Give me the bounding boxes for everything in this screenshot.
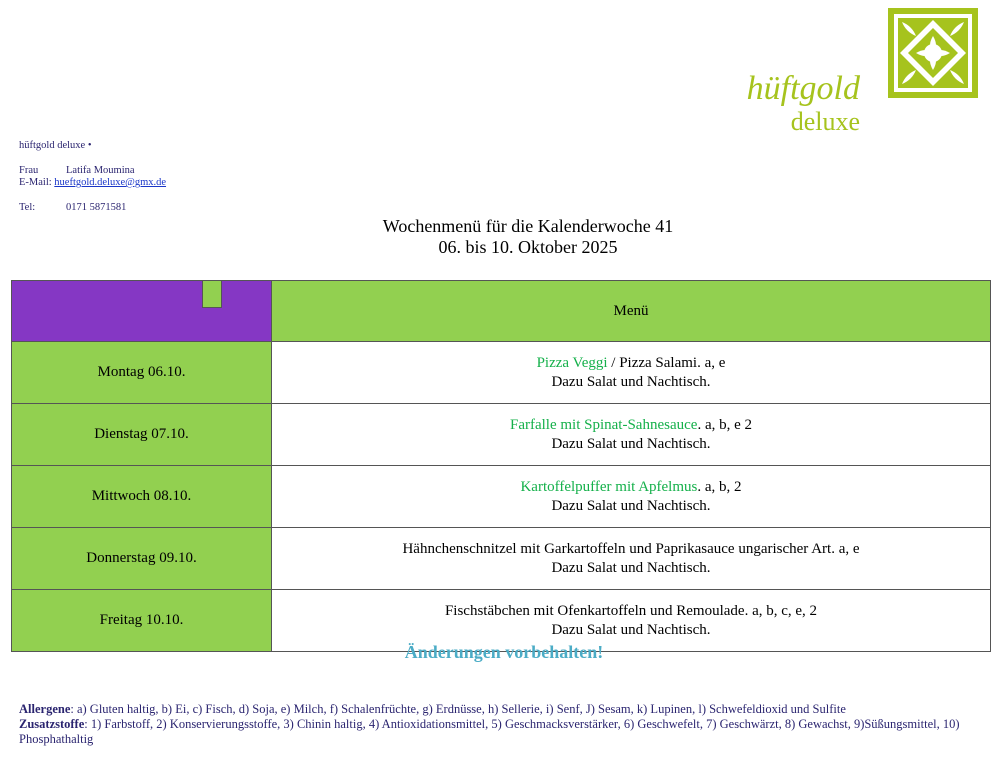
person-row [19, 165, 166, 178]
table-row [12, 528, 991, 590]
header-day-cell [12, 281, 272, 342]
brand [747, 70, 860, 136]
dish-text: / Pizza Salami. a, e [607, 355, 726, 371]
dish-text: . a, b, e 2 [697, 417, 753, 433]
day-cell: Dienstag 07.10. [12, 404, 272, 466]
allergens-text: : a) Gluten haltig, b) Ei, c) Fisch, d) Soja, e) Milch, f) Schalenfrüchte, g) Erdnüsse, h) Sellerie, i) Senf, J) Sesam, k) Lupinen, l) Schwefeldioxid und Sulfite [70, 702, 846, 716]
day-cell: Montag 06.10. [12, 342, 272, 404]
email-link[interactable]: hueftgold.deluxe@gmx.de [54, 177, 167, 188]
tel-row [19, 202, 166, 215]
dish-highlight: Kartoffelpuffer mit Apfelmus [520, 479, 698, 495]
allergens-line [19, 702, 979, 717]
side-text: Dazu Salat und Nachtisch. [551, 436, 711, 452]
email-row [19, 177, 166, 190]
dish-text: Fischstäbchen mit Ofenkartoffeln und Remoulade. a, b, c, e, 2 [444, 603, 818, 619]
day-cell: Donnerstag 09.10. [12, 528, 272, 590]
table-row [12, 342, 991, 404]
tel-number: 0171 5871581 [66, 201, 127, 213]
salutation-label: Frau [19, 164, 39, 176]
side-text: Dazu Salat und Nachtisch. [551, 498, 711, 514]
additives-label: Zusatzstoffe [19, 717, 85, 731]
table-row [12, 466, 991, 528]
header-menu-cell: Menü [272, 281, 991, 342]
table-header-row [12, 281, 991, 342]
dish-cell [272, 342, 991, 404]
dish-highlight: Pizza Veggi [536, 355, 608, 371]
title-line-1: Wochenmenü für die Kalenderwoche 41 [382, 216, 674, 236]
page-title [0, 216, 1000, 258]
brand-sub: deluxe [790, 107, 860, 136]
company-name: hüftgold deluxe • [19, 140, 92, 151]
legend [19, 702, 979, 747]
allergens-label: Allergene [19, 702, 71, 716]
side-text: Dazu Salat und Nachtisch. [551, 622, 711, 638]
changes-note: Änderungen vorbehalten! [404, 642, 604, 662]
dish-cell [272, 404, 991, 466]
table-row [12, 404, 991, 466]
additives-line [19, 717, 979, 747]
tel-label: Tel: [19, 201, 36, 213]
person-name: Latifa Moumina [66, 164, 135, 176]
additives-text: : 1) Farbstoff, 2) Konservierungsstoffe, 3) Chinin haltig, 4) Antioxidationsmittel, 5) Geschmacksverstärker, 6) Geschwefelt, 7) Geschwärzt, 8) Gewachst, 9)Süßungsmittel, 10) Phosphathaltig [19, 717, 960, 746]
title-line-2: 06. bis 10. Oktober 2025 [438, 237, 618, 257]
day-cell: Freitag 10.10. [12, 590, 272, 652]
brand-name: hüftgold [746, 70, 860, 107]
dish-text: . a, b, 2 [697, 479, 742, 495]
day-cell: Mittwoch 08.10. [12, 466, 272, 528]
email-label: E-Mail: [19, 177, 52, 188]
contact-block [19, 140, 166, 214]
side-text: Dazu Salat und Nachtisch. [551, 374, 711, 390]
menu-table [11, 280, 991, 652]
header-tab-marker [202, 281, 222, 308]
dish-highlight: Farfalle mit Spinat-Sahnesauce [509, 417, 698, 433]
ornament-icon [886, 6, 980, 100]
dish-cell [272, 466, 991, 528]
dish-text: Hähnchenschnitzel mit Garkartoffeln und Paprikasauce ungarischer Art. a, e [402, 541, 860, 557]
dish-cell [272, 528, 991, 590]
side-text: Dazu Salat und Nachtisch. [551, 560, 711, 576]
